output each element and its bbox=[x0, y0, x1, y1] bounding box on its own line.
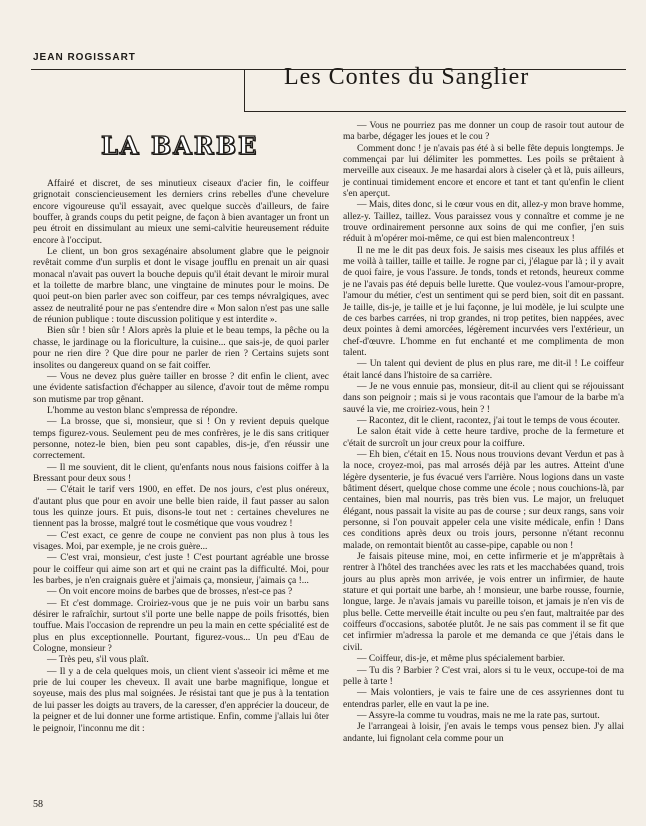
article-title: LA BARBE bbox=[101, 131, 259, 160]
paragraph: — C'est vrai, monsieur, c'est juste ! C'est pourtant agréable une brosse pour le coiffeur qui aime son art et qui ne craint pas la difficulté. Moi, pour les barbes, je n'en craignais guère et j'aimais ça, monsieur, j'aimais ça !... bbox=[33, 553, 329, 587]
paragraph: — C'était le tarif vers 1900, en effet. De nos jours, c'est plus onéreux, d'autant plus que pour en avoir une belle bien raide, il faut passer au salon tous les quinze jours. Et puis, disons-le tout net : certaines chevelures ne tiennent pas la brosse, malgré tout le cosmétique que vous voudrez ! bbox=[33, 485, 329, 530]
paragraph: Je l'arrangeai à loisir, j'en avais le temps vous pensez bien. J'y allai andante, lui fignolant cela comme pour un bbox=[343, 722, 624, 744]
paragraph: Il ne me le dit pas deux fois. Je saisis mes ciseaux les plus affilés et me voilà à tailler, taille et taille. Je rogne par ci, j'élague par là ; il y avait de quoi faire, je vous l'assure. Je tonds, tonds et retonds, heureux comme je ne l'avais pas été depuis belle lurette. Que voulez-vous l'amour-propre, l'amour du métier, c'est un sentiment qui se perd bien, soit dit en passant. Je taille, dis-je, je taille et je lui façonne, je lui modèle, je lui sculpte une de ces barbes carrées, ni trop grandes, ni trop petites, bien nappées, avec deux pointes à demi amorcées, légèrement incurvées vers l'extérieur, un chef-d'œuvre. L'homme en fut enchanté et me complimenta de mon talent. bbox=[343, 245, 624, 358]
paragraph: — Il y a de cela quelques mois, un client vient s'asseoir ici même et me prie de lui couper les cheveux. Il avait une barbe magnifique, longue et soyeuse, mais des plus mal soignées. Je résistai tant que je pus à la tentation de lui passer les doigts au travers, de la caresser, d'en apprécier la douceur, de la peigner et de lui donner une forme artistique. Enfin, comme j'allais lui ôter le peignoir, l'inconnu me dit : bbox=[33, 666, 329, 734]
paragraph: L'homme au veston blanc s'empressa de répondre. bbox=[47, 405, 238, 416]
paragraph: — Vous ne pourriez pas me donner un coup de rasoir tout autour de ma barbe, dégager les joues et le cou ? bbox=[343, 121, 624, 143]
paragraph: — Un talent qui devient de plus en plus rare, me dit-il ! Le coiffeur était lancé dans l'histoire de sa carrière. bbox=[343, 359, 624, 381]
paragraph: Le salon était vide à cette heure tardive, proche de la fermeture et c'était de surcroît un jour creux pour la coiffure. bbox=[343, 427, 624, 449]
paragraph: — Et c'est dommage. Croiriez-vous que je ne puis voir un barbu sans désirer le rafraîchir, surtout s'il porte une belle nappe de poils frisottés, bien touffue. Mais l'occasion de reprendre un peu la main en cette spécialité est de plus en plus exceptionnelle. Pourtant, figurez-vous... Un peu d'Eau de Cologne, monsieur ? bbox=[33, 598, 329, 655]
paragraph: — Tu dis ? Barbier ? C'est vrai, alors si tu le veux, occupe-toi de ma pelle à tarte ! bbox=[343, 665, 624, 687]
paragraph: — La brosse, que si, monsieur, que si ! On y revient depuis quelque temps figurez-vous. Seulement peu de mes confrères, je le dis sans critiquer personne, notez-le bien, bien peu sont capables, dis-je, d'en réussir une correctement. bbox=[33, 417, 329, 462]
paragraph: — C'est exact, ce genre de coupe ne convient pas non plus à tous les visages. Moi, par exemple, je ne crois guère... bbox=[33, 530, 329, 552]
header-divider-rule bbox=[244, 69, 245, 111]
paragraph: Le client, un bon gros sexagénaire absolument glabre que le peignoir revêtait comme d'un surplis et dont le visage joufflu en prenait un air quasi monacal n'avait pas ouvert la bouche depuis qu'il était devant le miroir mural et la toilette de marbre blanc, une vingtaine de minutes pour le moins. De quoi peut-on bien parler avec son coiffeur, par ces temps névralgiques, avec assez de neutralité pour ne pas s'entendre dire « Mon salon n'est pas une salle de réunion publique : toute discussion politique y est interdite ». bbox=[33, 247, 329, 326]
paragraph: Comment donc ! je n'avais pas été à si belle fête depuis longtemps. Je commençai par lui délimiter les pommettes. Les poils se prêtaient à merveille aux ciseaux. Je me hasardai alors à ciseler çà et là, puis ailleurs, je continuai timidement encore et encore et tant et tant qu'enfin le client s'en aperçut. bbox=[343, 143, 624, 200]
paragraph: — Vous ne devez plus guère tailler en brosse ? dit enfin le client, avec une évidente satisfaction d'échapper au silence, d'avoir tout de même rompu son mutisme par trop gênant. bbox=[33, 371, 329, 405]
paragraph: — Il me souvient, dit le client, qu'enfants nous nous faisions coiffer à la Bressant pour deux sous ! bbox=[33, 462, 329, 484]
paragraph: — Très peu, s'il vous plaît. bbox=[47, 655, 149, 666]
paragraph: — Mais volontiers, je vais te faire une de ces assyriennes dont tu entendras parler, elle en vaut la pe ine. bbox=[343, 688, 624, 710]
paragraph: Je faisais piteuse mine, moi, en cette infirmerie et je m'apprêtais à rentrer à l'hôtel des tranchées avec les rats et les macchabées quand, trois jours au plus après mon arrivée, je vois entrer un infirmier, de haute stature et qui portait une barbe, ah ! monsieur, une barbe rousse, fournie, longue, large. Je n'avais jamais vu pareille toison, et jamais je n'en vis de plus belle. Cette merveille était inculte ou peu s'en faut, maltraitée par des coiffeurs d'occasions, sabotée plutôt. Je ne sais pas comment il se fit que cet infirmier m'adressa la parole et me demanda ce que j'étais dans le civil. bbox=[343, 552, 624, 653]
right-column bbox=[343, 121, 624, 745]
paragraph: Affairé et discret, de ses minutieux ciseaux d'acier fin, le coiffeur grignotait consciencieusement les derniers crins rebelles d'une chevelure encore vigoureuse qu'il essayait, avec quelque succès d'ailleurs, de faire bouffer, à grands coups du petit peigne, de façon à bien avantager un front un peu étroit en dissimulant au mieux une semi-calvitie heureusement réduite encore à l'occiput. bbox=[33, 179, 329, 246]
header-bottom-rule bbox=[244, 111, 626, 112]
paragraph: — Je ne vous ennuie pas, monsieur, dit-il au client qui se réjouissant dans son peignoir ; mais si je vous racontais que l'amour de la barbe m'a sauvé la vie, me croiriez-vous, hein ? ! bbox=[343, 381, 624, 415]
paragraph: — Mais, dites donc, si le cœur vous en dit, allez-y mon brave homme, allez-y. Taillez, taillez. Vous paraissez vous y connaître et comme je ne trouve ordinairement personne aux soins de qui me confier, j'en suis réduit à m'opérer moi-même, ce qui est bien malencontreux ! bbox=[343, 200, 624, 245]
paragraph: — Racontez, dit le client, racontez, j'ai tout le temps de vous écouter. bbox=[357, 415, 620, 426]
paragraph: — Eh bien, c'était en 15. Nous nous trouvions devant Verdun et pas à la noce, croyez-moi, pas mal arrosés déjà par les autres. Atteint d'une légère dysenterie, je fus évacué vers l'arrière. Nous logions dans un vaste bâtiment désert, quelque chose comme une école ; nous couchions-là, par centaines, bien mal nourris, pas très bien vus. Le major, un freluquet élégant, nous passait la visite au pas de course ; sur deux rangs, sans voir personne, si l'on pouvait appeler cela une visite médicale, enfin ! Dans ces conditions après deux ou trois jours, personne n'étant reconnu malade, on remontait bientôt au casse-pipe, capable ou non ! bbox=[343, 449, 624, 551]
paragraph: — Assyre-la comme tu voudras, mais ne me la rate pas, surtout. bbox=[357, 710, 600, 721]
paragraph: — Coiffeur, dis-je, et même plus spécialement barbier. bbox=[357, 654, 565, 665]
paragraph: Bien sûr ! bien sûr ! Alors après la pluie et le beau temps, la pêche ou la chasse, le jardinage ou la floriculture, la cuisine... que sais-je, de quoi parler pour ne rien dire ? Que dire pour ne parler de rien ? Certains sujets sont insolites ou dangereux quand on se fait coiffer. bbox=[33, 326, 329, 371]
author-name: JEAN ROGISSART bbox=[33, 52, 136, 63]
left-column bbox=[33, 179, 329, 735]
page-number: 58 bbox=[33, 799, 43, 810]
series-title: Les Contes du Sanglier bbox=[284, 64, 530, 90]
paragraph: — On voit encore moins de barbes que de brosses, n'est-ce pas ? bbox=[47, 587, 293, 598]
